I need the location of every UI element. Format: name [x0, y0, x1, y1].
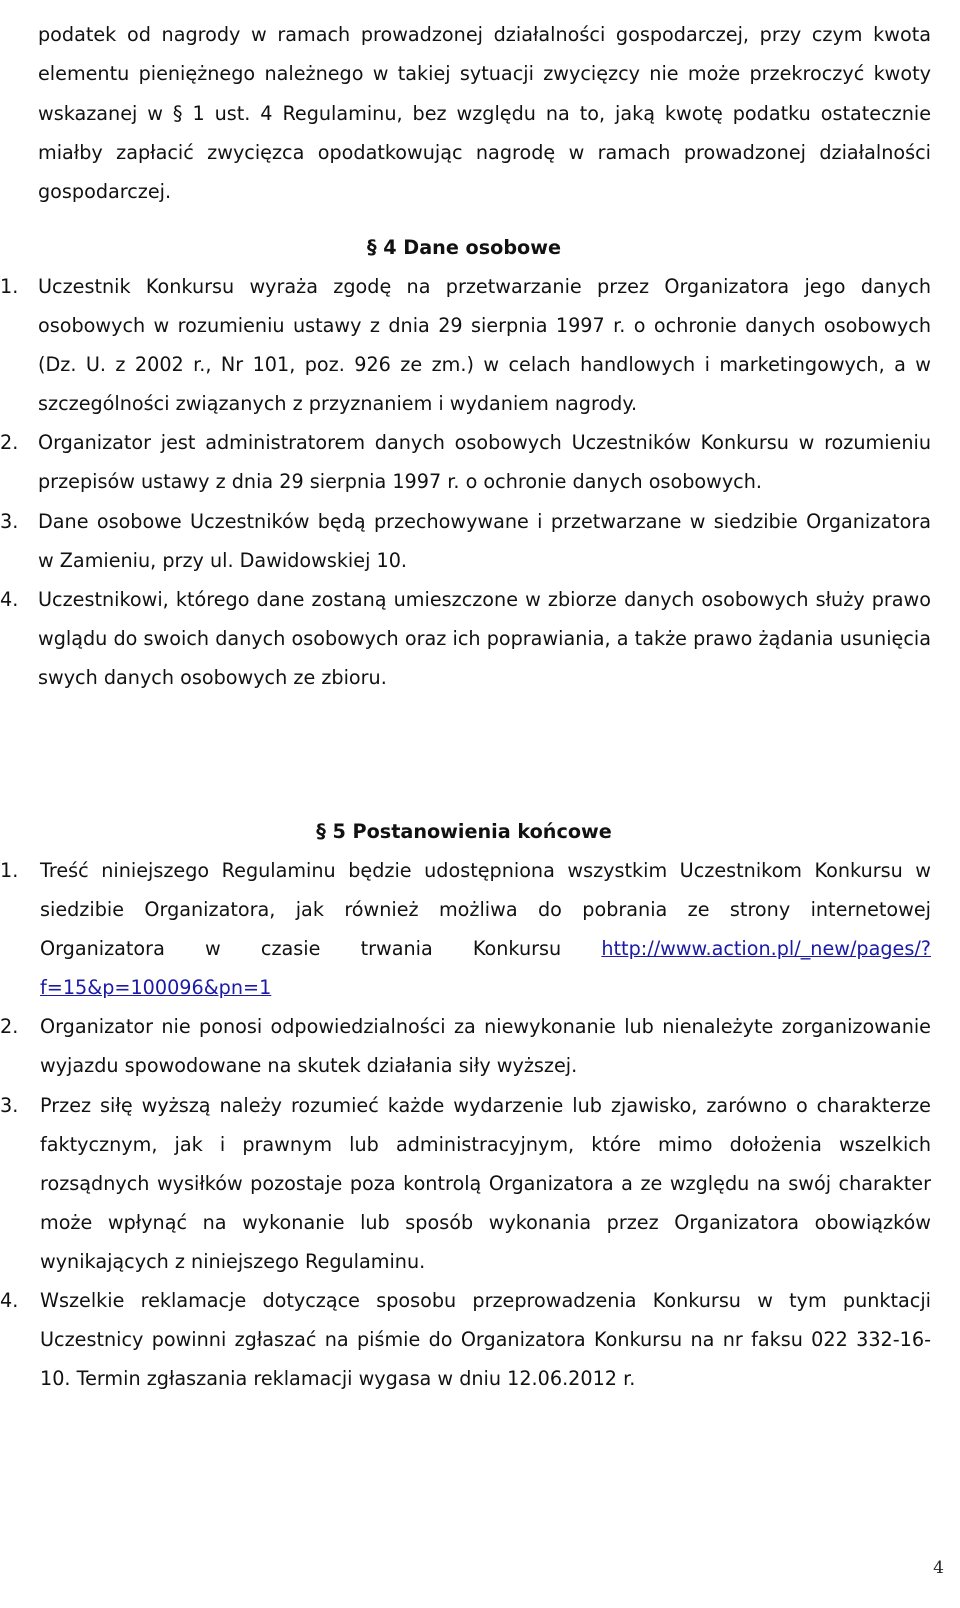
list-item-number: 3.: [0, 509, 19, 533]
list-item-number: 4.: [0, 1289, 19, 1313]
list-item: [0, 1086, 931, 1281]
list-item: [0, 1007, 931, 1085]
list-item: [0, 851, 931, 1007]
list-item-number: 4.: [0, 587, 19, 611]
regulations-link[interactable]: http://www.action.pl/_new/pages/?f=15&p=100096&pn=1: [40, 937, 931, 1000]
list-item-text: Wszelkie reklamacje dotyczące sposobu przeprowadzenia Konkursu w tym punktacji Uczestnicy powinni zgłaszać na piśmie do Organizatora Konkursu na nr faksu 022 332-16-10. Termin zgłaszania reklamacji wygasa w dniu 12.06.2012 r.: [40, 1289, 931, 1391]
list-item-text: Uczestnik Konkursu wyraża zgodę na przetwarzanie przez Organizatora jego danych osobowych w rozumieniu ustawy z dnia 29 sierpnia 1997 r. o ochronie danych osobowych (Dz. U. z 2002 r., Nr 101, poz. 926 ze zm.) w celach handlowych i marketingowych, a w szczególności związanych z przyznaniem i wydaniem nagrody.: [38, 275, 931, 416]
section-4-heading: § 4 Dane osobowe: [367, 236, 561, 259]
list-item-number: 1.: [0, 859, 19, 882]
list-item-number: 1.: [0, 275, 19, 298]
list-item-text: Przez siłę wyższą należy rozumieć każde wydarzenie lub zjawisko, zarówno o charakterze faktycznym, jak i prawnym lub administracyjnym, które mimo dołożenia wszelkich rozsądnych wysiłków pozostaje poza kontrolą Organizatora a ze względu na swój charakter może wpłynąć na wykonanie lub sposób wykonania przez Organizatora obowiązków wynikających z niniejszego Regulaminu.: [40, 1093, 931, 1273]
page-number: 4: [933, 1558, 944, 1578]
section-4-body: [0, 267, 931, 697]
intro-paragraph: podatek od nagrody w ramach prowadzonej działalności gospodarczej, przy czym kwota elementu pieniężnego należnego w takiej sytuacji zwycięzcy nie może przekroczyć kwoty wskazanej w § 1 ust. 4 Regulaminu, bez względu na to, jaką kwotę podatku ostatecznie miałby zapłacić zwycięzca opodatkowując nagrodę w ramach prowadzonej działalności gospodarczej.: [38, 23, 931, 204]
list-item-number: 3.: [0, 1093, 19, 1117]
section-5-heading: § 5 Postanowienia końcowe: [316, 820, 612, 843]
list-item: [0, 423, 931, 501]
section-5-body: [0, 851, 931, 1398]
list-item-text: Organizator nie ponosi odpowiedzialności za niewykonanie lub nienależyte zorganizowanie wyjazdu spowodowane na skutek działania siły wyższej.: [40, 1015, 931, 1078]
list-item: [0, 580, 931, 697]
list-item-number: 2.: [0, 1015, 19, 1039]
list-item-text: Uczestnikowi, którego dane zostaną umieszczone w zbiorze danych osobowych służy prawo wglądu do swoich danych osobowych oraz ich poprawiania, a także prawo żądania usunięcia swych danych osobowych ze zbioru.: [38, 587, 931, 689]
list-item-text: Treść niniejszego Regulaminu będzie udostępniona wszystkim Uczestnikom Konkursu w siedzibie Organizatora, jak również możliwa do pobrania ze strony internetowej Organizatora w czasie trwania Konkursu: [40, 859, 931, 961]
section-5-list: [0, 851, 931, 1398]
list-item-number: 2.: [0, 431, 19, 455]
list-item-text: Organizator jest administratorem danych osobowych Uczestników Konkursu w rozumieniu przepisów ustawy z dnia 29 sierpnia 1997 r. o ochronie danych osobowych.: [38, 431, 931, 494]
list-item: [0, 267, 931, 423]
list-item-text: Dane osobowe Uczestników będą przechowywane i przetwarzane w siedzibie Organizatora w Zamieniu, przy ul. Dawidowskiej 10.: [38, 509, 931, 572]
list-item: [0, 502, 931, 580]
section-4-list: [0, 267, 931, 697]
list-item: [0, 1281, 931, 1398]
